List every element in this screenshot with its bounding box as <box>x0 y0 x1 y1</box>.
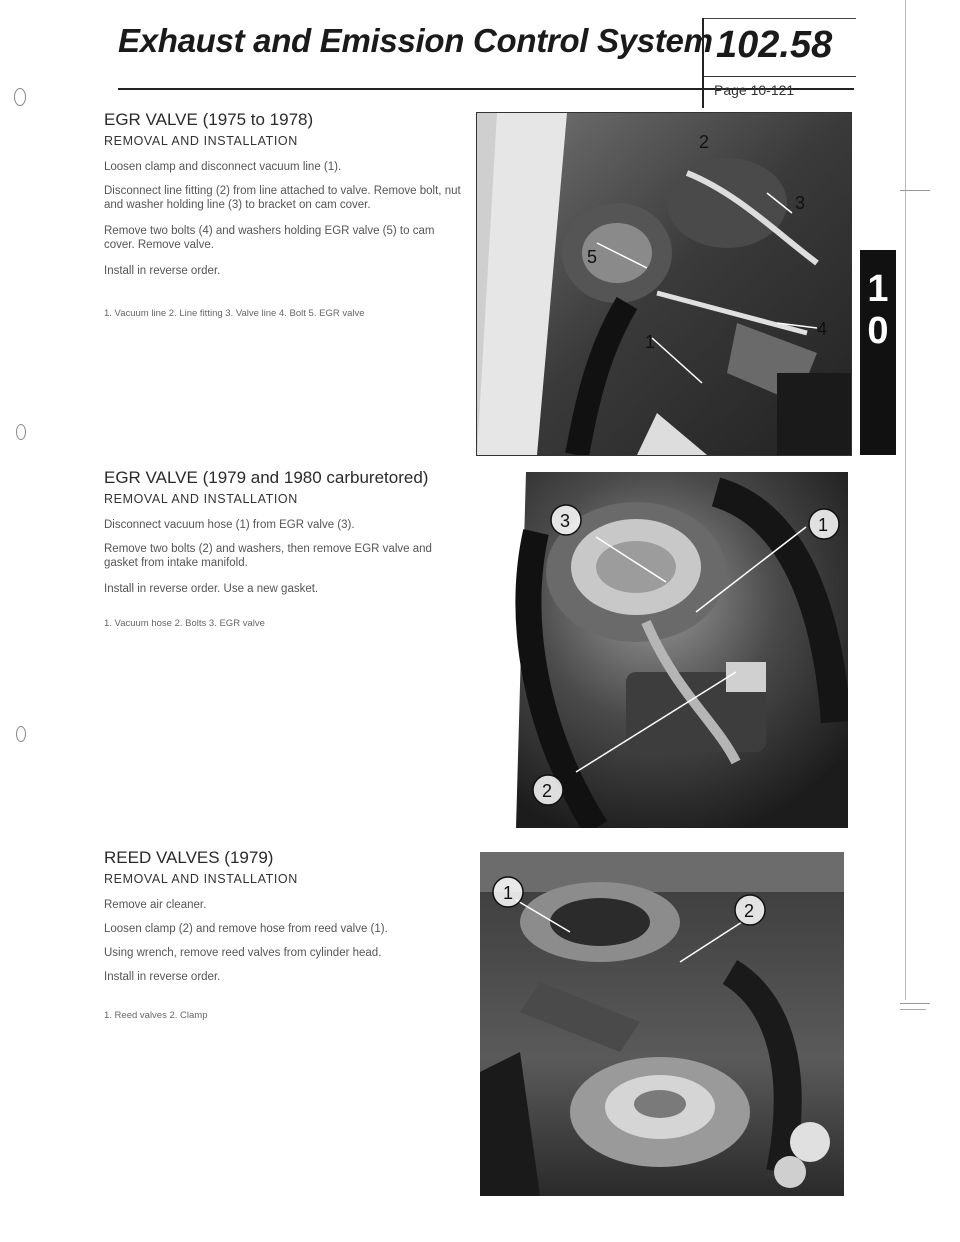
photo-2-callout: 1 <box>818 515 829 535</box>
section-2-step: Disconnect vacuum hose (1) from EGR valve (3). <box>104 519 355 531</box>
photo-2-callout: 3 <box>560 511 571 531</box>
page-edge-line <box>905 0 906 1000</box>
binder-hole-mark <box>16 424 26 440</box>
chapter-tab <box>860 250 896 455</box>
binder-hole-mark <box>14 88 26 106</box>
section-3-step: Remove air cleaner. <box>104 899 207 911</box>
binder-hole-mark <box>16 726 26 742</box>
section-1-title: EGR VALVE (1975 to 1978) <box>104 110 314 129</box>
section-1-subtitle: REMOVAL AND INSTALLATION <box>104 134 298 148</box>
chapter-tab-digit: 0 <box>867 310 889 352</box>
reed-valves-photo <box>480 852 844 1196</box>
section-2-step: Remove two bolts (2) and washers, then remove EGR valve and gasket from intake manifold. <box>104 543 432 569</box>
scan-mark <box>900 190 930 191</box>
photo-2-callout: 2 <box>542 781 553 801</box>
scan-mark <box>900 1009 926 1010</box>
section-code: 102.58 <box>716 24 833 66</box>
section-3-step: Install in reverse order. <box>104 971 221 983</box>
section-2-caption: 1. Vacuum hose 2. Bolts 3. EGR valve <box>104 618 265 629</box>
section-2-subtitle: REMOVAL AND INSTALLATION <box>104 492 298 506</box>
photo-3-callout: 2 <box>744 901 755 921</box>
page-header-title: Exhaust and Emission Control System <box>118 22 713 59</box>
section-1-caption: 1. Vacuum line 2. Line fitting 3. Valve line 4. Bolt 5. EGR valve <box>104 308 365 319</box>
photo-1-callout: 2 <box>699 132 710 152</box>
page-number: Page 10-121 <box>714 82 795 98</box>
egr-valve-1979-photo <box>496 472 848 828</box>
section-3-step: Loosen clamp (2) and remove hose from reed valve (1). <box>104 923 388 935</box>
section-1-step: Loosen clamp and disconnect vacuum line (1). <box>104 161 342 173</box>
section-code-box <box>702 18 856 108</box>
photo-1-callout: 5 <box>587 247 598 267</box>
photo-3-callout: 1 <box>503 883 514 903</box>
section-2-title: EGR VALVE (1979 and 1980 carburetored) <box>104 468 429 487</box>
section-2-step: Install in reverse order. Use a new gasket. <box>104 583 319 595</box>
photo-1-callout: 4 <box>817 319 828 339</box>
section-1-step: Remove two bolts (4) and washers holding EGR valve (5) to cam cover. Remove valve. <box>104 225 435 251</box>
photo-1-callout: 1 <box>645 332 656 352</box>
section-3-caption: 1. Reed valves 2. Clamp <box>104 1010 208 1021</box>
scan-mark <box>900 1003 930 1004</box>
egr-valve-1975-photo <box>476 112 852 456</box>
section-1-step: Disconnect line fitting (2) from line attached to valve. Remove bolt, nut and washer holding line (3) to bracket on cam cover. <box>104 185 461 211</box>
chapter-tab-digit: 1 <box>867 268 889 310</box>
photo-1-callout: 3 <box>795 193 806 213</box>
section-3-subtitle: REMOVAL AND INSTALLATION <box>104 872 298 886</box>
section-3-step: Using wrench, remove reed valves from cylinder head. <box>104 947 382 959</box>
section-1-step: Install in reverse order. <box>104 265 221 277</box>
section-3-title: REED VALVES (1979) <box>104 848 274 867</box>
